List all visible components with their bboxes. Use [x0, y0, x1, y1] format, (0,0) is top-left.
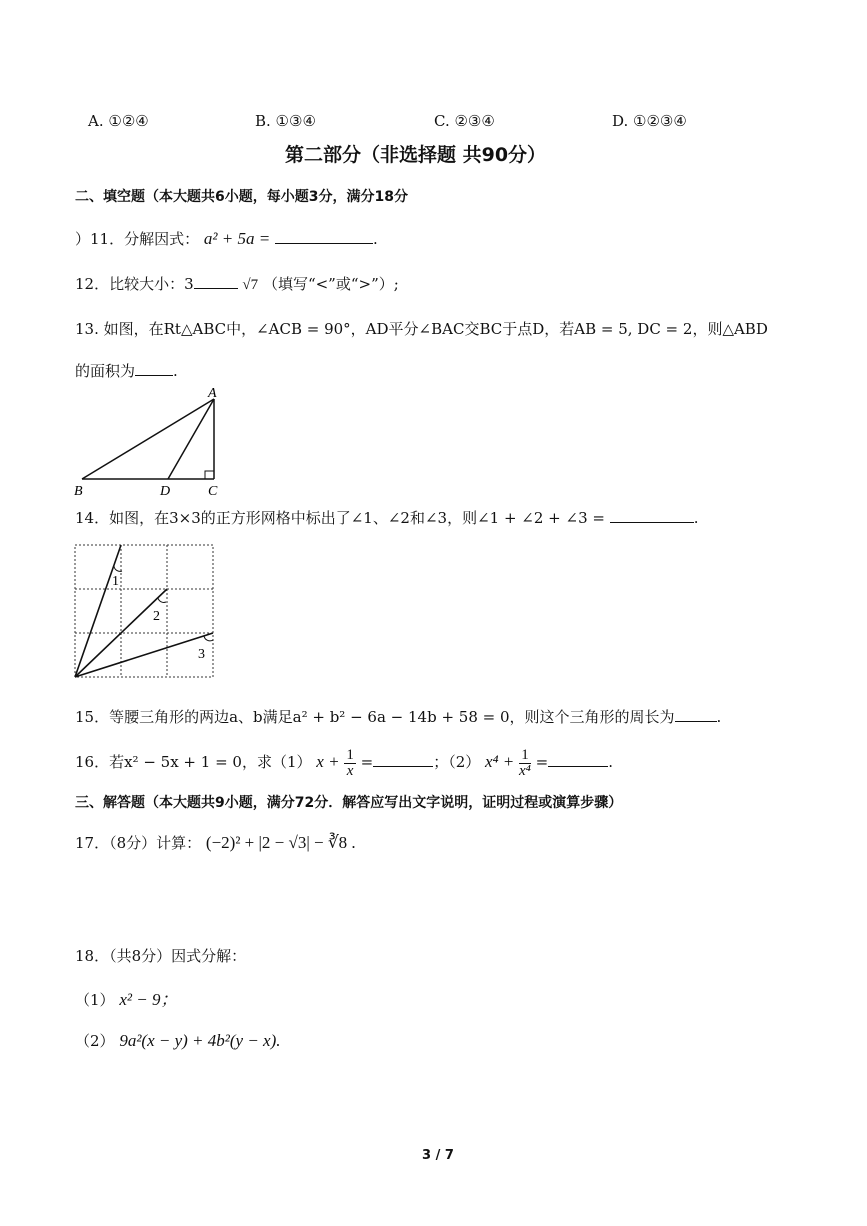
- page-number: 3 / 7: [422, 1148, 454, 1163]
- angle-2-label: 2: [153, 609, 160, 624]
- question-13-line2: [75, 360, 178, 381]
- q16-eq-2: =: [535, 753, 549, 771]
- question-14: [75, 507, 699, 528]
- question-18-heading: 18．（共8分）因式分解：: [75, 947, 247, 965]
- angle-1-label: 1: [112, 574, 119, 589]
- q11-prefix: ）11．分解因式：: [75, 230, 200, 248]
- question-16: [75, 742, 613, 782]
- q18-part2-expr: 9a²(x − y) + 4b²(y − x).: [119, 1031, 281, 1050]
- segment-ad: [168, 399, 214, 479]
- section-heading-solutions: 三、解答题（本大题共9小题，满分72分．解答应写出文字说明，证明过程或演算步骤）: [75, 795, 623, 811]
- q12-answer-blank[interactable]: [194, 276, 238, 289]
- option-c: C. ②③④: [434, 112, 495, 130]
- q16-frac1-den: x: [346, 762, 354, 779]
- q16-frac2-den: x⁴: [519, 762, 531, 779]
- q11-expr: a² + 5a =: [203, 229, 271, 248]
- angle-2-arc: [158, 598, 166, 602]
- question-18-part1: [75, 985, 177, 1010]
- angle-3-label: 3: [198, 647, 205, 662]
- q15-answer-blank[interactable]: [675, 709, 717, 722]
- ray-3: [75, 633, 213, 677]
- question-12: [75, 273, 399, 294]
- q16-fraction-2: [519, 748, 531, 779]
- label-a: A: [208, 386, 217, 401]
- option-a: A. ①②④: [88, 112, 149, 130]
- q16-answer-blank-2[interactable]: [548, 754, 608, 767]
- question-11: [75, 228, 378, 249]
- q13-line2-text: 的面积为: [75, 362, 136, 380]
- q16-end: .: [608, 753, 614, 771]
- q17-expr: (−2)² + |2 − √3| − ∛8 .: [205, 833, 356, 852]
- question-13-line1: 13. 如图，在Rt△ABC中，∠ACB = 90°，AD平分∠BAC交BC于点D，若AB = 5, DC = 2，则△ABD: [75, 320, 768, 338]
- q18-part2-label: （2）: [75, 1032, 115, 1050]
- q18-part1-expr: x² − 9；: [119, 990, 178, 1009]
- q16-sep: ；（2）: [433, 753, 481, 771]
- q11-answer-blank[interactable]: [275, 231, 373, 244]
- angle-3-arc: [204, 636, 213, 641]
- q12-prefix: 12．比较大小：3: [75, 275, 194, 293]
- label-c: C: [208, 484, 218, 499]
- q16-eq-1: =: [360, 753, 374, 771]
- q16-frac1-num: 1: [346, 746, 354, 763]
- part-title: 第二部分（非选择题 共90分）: [285, 144, 547, 166]
- q17-prefix: 17．（8分）计算：: [75, 834, 202, 852]
- q18-part1-label: （1）: [75, 991, 115, 1009]
- section-heading-fill-in: 二、填空题（本大题共6小题，每小题3分，满分18分: [75, 189, 408, 205]
- q15-end: .: [716, 708, 722, 726]
- question-18-part2: [75, 1030, 281, 1051]
- q15-text: 15．等腰三角形的两边a、b满足a² + b² − 6a − 14b + 58 = 0，则这个三角形的周长为: [75, 708, 675, 726]
- q13-answer-blank[interactable]: [135, 363, 173, 376]
- q16-answer-blank-1[interactable]: [373, 754, 433, 767]
- label-b: B: [74, 484, 83, 499]
- q16-part2-expr: x⁴ +: [485, 752, 515, 771]
- segment-ab: [82, 399, 214, 479]
- grid-angles-figure: [70, 540, 220, 685]
- ray-1: [75, 545, 121, 677]
- label-d: D: [160, 484, 171, 499]
- triangle-abc-figure: [70, 385, 230, 500]
- q14-end: .: [693, 509, 699, 527]
- q16-prefix: 16．若x² − 5x + 1 = 0，求（1）: [75, 753, 312, 771]
- question-17: [75, 832, 356, 853]
- q12-hint: （填写“<”或“>”）;: [262, 275, 399, 293]
- q14-answer-blank[interactable]: [610, 510, 694, 523]
- q16-frac2-num: 1: [519, 748, 531, 764]
- question-15: [75, 706, 721, 727]
- q12-radical: √7: [242, 277, 259, 293]
- option-b: B. ①③④: [255, 112, 316, 130]
- q11-end: .: [372, 230, 378, 248]
- q14-text: 14．如图，在3×3的正方形网格中标出了∠1、∠2和∠3，则∠1 + ∠2 + ∠3 =: [75, 509, 605, 527]
- q16-fraction-1: [344, 748, 356, 779]
- option-d: D. ①②③④: [612, 112, 687, 130]
- q13-end: .: [173, 362, 178, 380]
- q16-part1-expr: x +: [316, 752, 340, 771]
- right-angle-mark: [205, 471, 214, 479]
